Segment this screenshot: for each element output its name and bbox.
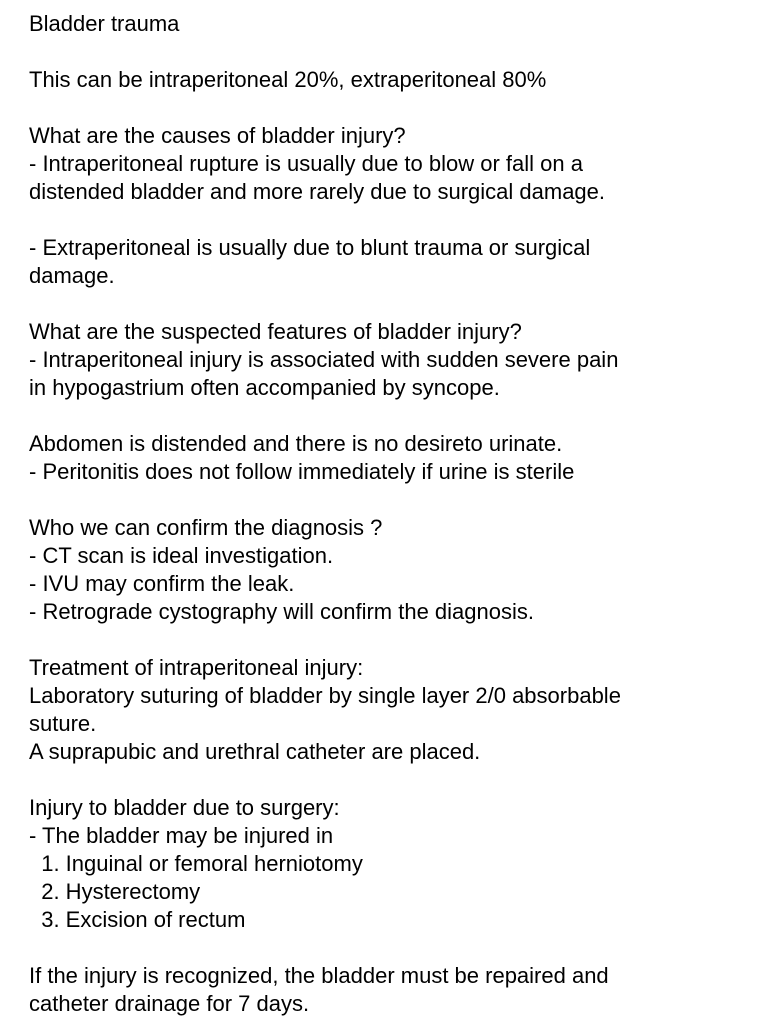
features-line-2: in hypogastrium often accompanied by syncope. (29, 375, 500, 400)
causes-extraperitoneal-line-1: - Extraperitoneal is usually due to blunt trauma or surgical (29, 235, 591, 260)
surgery-heading: Injury to bladder due to surgery: (29, 795, 340, 820)
blank-line (29, 934, 749, 962)
surgery-list-item: 2. Hysterectomy (29, 879, 201, 904)
diagnosis-item: - Retrograde cystography will confirm the diagnosis. (29, 599, 535, 624)
features-question: What are the suspected features of bladder injury? (29, 319, 522, 344)
conclusion-line-1: If the injury is recognized, the bladder must be repaired and (29, 963, 609, 988)
diagnosis-item: - IVU may confirm the leak. (29, 571, 295, 596)
intro-line: This can be intraperitoneal 20%, extraperitoneal 80% (29, 67, 547, 92)
blank-line (29, 626, 749, 654)
causes-intraperitoneal-line-1: - Intraperitoneal rupture is usually due to blow or fall on a (29, 151, 583, 176)
diagnosis-question: Who we can confirm the diagnosis ? (29, 515, 383, 540)
conclusion-line-2: catheter drainage for 7 days. (29, 991, 310, 1016)
treatment-heading: Treatment of intraperitoneal injury: (29, 655, 364, 680)
causes-intraperitoneal-line-2: distended bladder and more rarely due to surgical damage. (29, 179, 606, 204)
causes-question: What are the causes of bladder injury? (29, 123, 406, 148)
treatment-line-2: suture. (29, 711, 97, 736)
surgery-list-item: 1. Inguinal or femoral herniotomy (29, 851, 363, 876)
features-peritonitis-line: - Peritonitis does not follow immediately if urine is sterile (29, 459, 575, 484)
blank-line (29, 290, 749, 318)
treatment-line-3: A suprapubic and urethral catheter are placed. (29, 739, 481, 764)
note-title: Bladder trauma (29, 11, 180, 36)
blank-line (29, 486, 749, 514)
note-document (29, 10, 749, 1018)
causes-extraperitoneal-line-2: damage. (29, 263, 115, 288)
treatment-line-1: Laboratory suturing of bladder by single layer 2/0 absorbable (29, 683, 621, 708)
blank-line (29, 38, 749, 66)
blank-line (29, 402, 749, 430)
features-abdomen-line: Abdomen is distended and there is no desireto urinate. (29, 431, 563, 456)
features-line-1: - Intraperitoneal injury is associated with sudden severe pain (29, 347, 619, 372)
blank-line (29, 206, 749, 234)
diagnosis-item: - CT scan is ideal investigation. (29, 543, 334, 568)
surgery-list-item: 3. Excision of rectum (29, 907, 246, 932)
blank-line (29, 766, 749, 794)
blank-line (29, 94, 749, 122)
surgery-intro: - The bladder may be injured in (29, 823, 334, 848)
